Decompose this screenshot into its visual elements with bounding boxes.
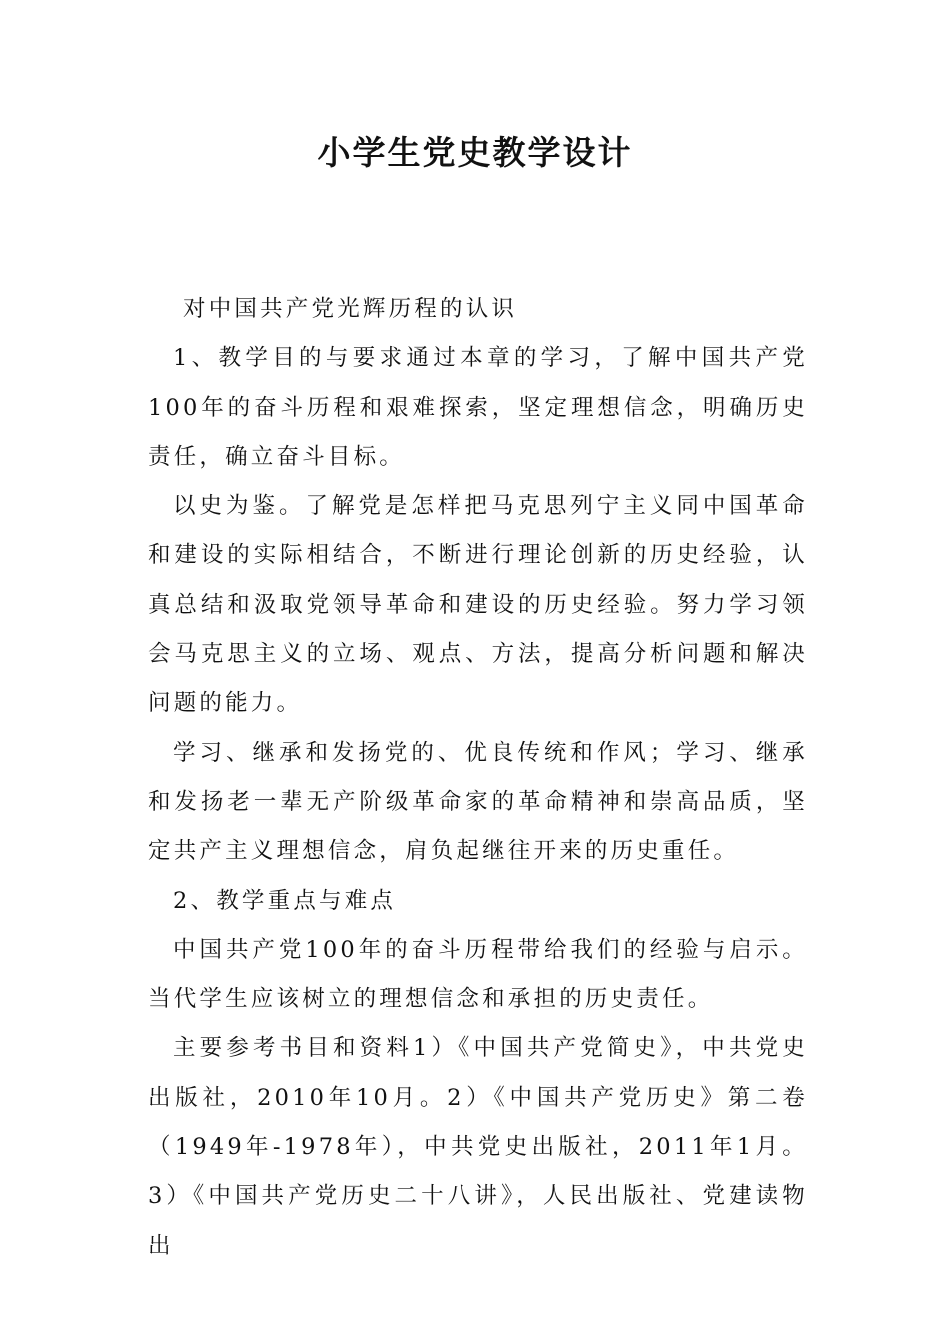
paragraph: 主要参考书目和资料1）《中国共产党简史》，中共党史出版社，2010年10月。2）《中国共产党历史》第二卷（1949年-1978年），中共党史出版社，2011年1月。3）《中国共产党历史二十八讲》，人民出版社、党建读物出 bbox=[148, 1035, 808, 1259]
section-heading: 2、教学重点与难点 bbox=[173, 887, 397, 914]
section-heading: 对中国共产党光辉历程的认识 bbox=[183, 296, 518, 322]
paragraph: 1、教学目的与要求通过本章的学习，了解中国共产党100年的奋斗历程和艰难探索，坚定理想信念，明确历史责任，确立奋斗目标。 bbox=[148, 345, 808, 470]
paragraph: 学习、继承和发扬党的、优良传统和作风；学习、继承和发扬老一辈无产阶级革命家的革命精神和崇高品质，坚定共产主义理想信念，肩负起继往开来的历史重任。 bbox=[148, 739, 808, 865]
paragraph: 中国共产党100年的奋斗历程带给我们的经验与启示。当代学生应该树立的理想信念和承担的历史责任。 bbox=[148, 936, 808, 1013]
document-body bbox=[148, 285, 808, 1271]
document-title: 小学生党史教学设计 bbox=[317, 133, 633, 172]
paragraph: 以史为鉴。了解党是怎样把马克思列宁主义同中国革命和建设的实际相结合，不断进行理论创新的历史经验，认真总结和汲取党领导革命和建设的历史经验。努力学习领会马克思主义的立场、观点、方法，提高分析问题和解决问题的能力。 bbox=[148, 493, 808, 717]
